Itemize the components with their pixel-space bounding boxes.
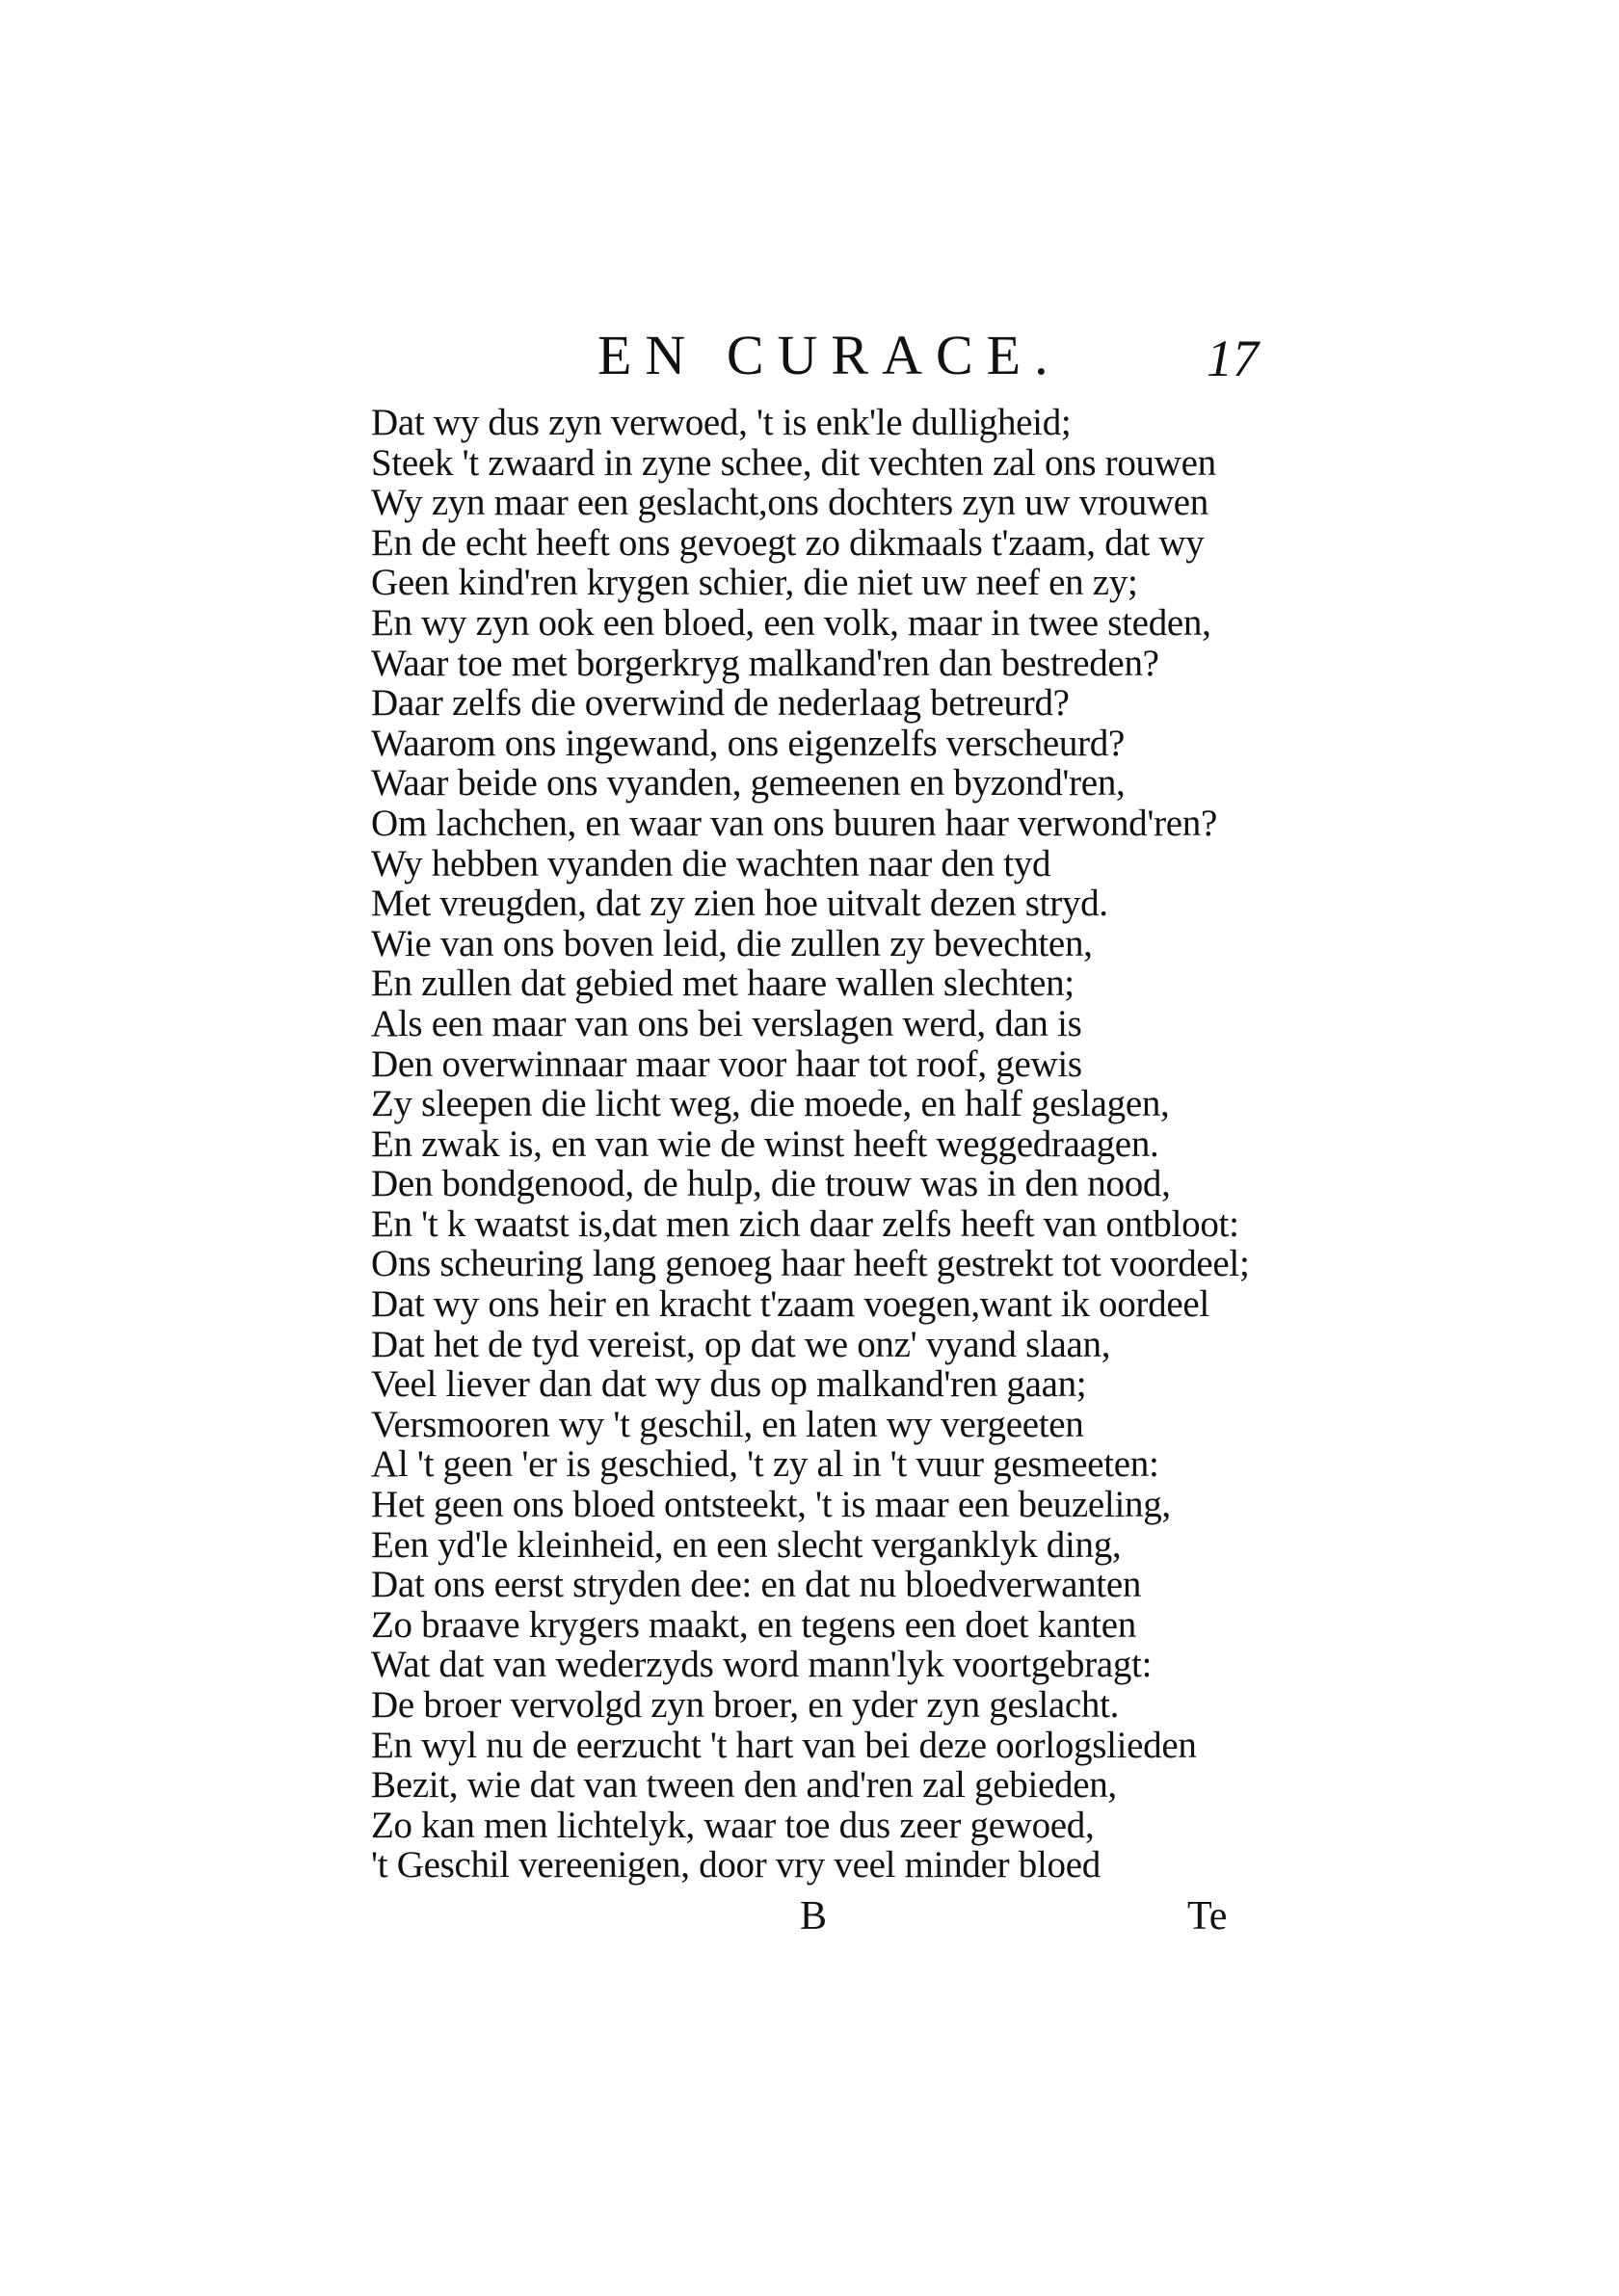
verse-line: Waar beide ons vyanden, gemeenen en byzond'ren, [371, 762, 1126, 805]
verse-line: Met vreugden, dat zy zien hoe uitvalt dezen stryd. [371, 883, 1108, 925]
verse-line: De broer vervolgd zyn broer, en yder zyn geslacht. [371, 1684, 1120, 1726]
verse-line: Wat dat van wederzyds word mann'lyk voortgebragt: [371, 1644, 1153, 1686]
verse-line: Dat wy ons heir en kracht t'zaam voegen,want ik oordeel [371, 1283, 1209, 1326]
signature-mark: B [800, 1894, 828, 1939]
verse-line: En zullen dat gebied met haare wallen slechten; [371, 963, 1075, 1005]
verse-line: Zo braave krygers maakt, en tegens een doet kanten [371, 1603, 1136, 1646]
verse-line: 't Geschil vereenigen, door vry veel minder bloed [371, 1844, 1101, 1887]
verse-line: Dat ons eerst stryden dee: en dat nu bloedverwanten [371, 1564, 1142, 1606]
verse-line: Al 't geen 'er is geschied, 't zy al in 't vuur gesmeeten: [371, 1443, 1159, 1486]
verse-line: Ons scheuring lang genoeg haar heeft gestrekt tot voordeel; [371, 1243, 1250, 1285]
verse-line: Dat wy dus zyn verwoed, 't is enk'le dulligheid; [371, 402, 1072, 443]
verse-line: Zy sleepen die licht weg, die moede, en half geslagen, [371, 1083, 1170, 1125]
verse-line: Bezit, wie dat van tween den and'ren zal gebieden, [371, 1764, 1117, 1807]
verse-line: Als een maar van ons bei verslagen werd, dan is [371, 1002, 1082, 1044]
verse-line: Wie van ons boven leid, die zullen zy bevechten, [371, 922, 1093, 964]
verse-line: En zwak is, en van wie de winst heeft weggedraagen. [371, 1122, 1159, 1165]
verse-line: Den bondgenood, de hulp, die trouw was in den nood, [371, 1163, 1171, 1205]
verse-line: Het geen ons bloed ontsteekt, 't is maar een beuzeling, [371, 1484, 1171, 1526]
verse-line: Dat het de tyd vereist, op dat we onz' vyand slaan, [371, 1323, 1111, 1365]
catchword: Te [1187, 1894, 1228, 1939]
verse-line: Wy zyn maar een geslacht,ons dochters zyn uw vrouwen [371, 482, 1209, 524]
verse-line: Steek 't zwaard in zyne schee, dit vechten zal ons rouwen [371, 441, 1216, 484]
verse-line: Waar toe met borgerkryg malkand'ren dan bestreden? [371, 642, 1159, 684]
verse-line: En wyl nu de eerzucht 't hart van bei deze oorlogslieden [371, 1724, 1197, 1766]
verse-line: Zo kan men lichtelyk, waar toe dus zeer gewoed, [371, 1804, 1095, 1846]
running-title: EN CURACE. [597, 324, 1062, 386]
verse-text [371, 403, 1267, 1886]
verse-line: Veel liever dan dat wy dus op malkand'ren gaan; [371, 1363, 1087, 1406]
verse-line: Een yd'le kleinheid, en een slecht verganklyk ding, [371, 1523, 1122, 1566]
verse-line: Daar zelfs die overwind de nederlaag betreurd? [371, 682, 1070, 725]
page-number: 17 [1207, 330, 1259, 387]
verse-line: Den overwinnaar maar voor haar tot roof, gewis [371, 1042, 1082, 1085]
verse-line: Wy hebben vyanden die wachten naar den tyd [371, 842, 1051, 884]
verse-line: Versmooren wy 't geschil, en laten wy vergeeten [371, 1403, 1084, 1445]
verse-line: Waarom ons ingewand, ons eigenzelfs verscheurd? [371, 722, 1125, 764]
verse-line: En 't k waatst is,dat men zich daar zelfs heeft van ontbloot: [371, 1202, 1239, 1245]
verse-line: Geen kind'ren krygen schier, die niet uw neef en zy; [371, 562, 1138, 604]
verse-line: En wy zyn ook een bloed, een volk, maar in twee steden, [371, 601, 1211, 644]
verse-line: Om lachchen, en waar van ons buuren haar verwond'ren? [371, 802, 1217, 844]
verse-line: En de echt heeft ons gevoegt zo dikmaals t'zaam, dat wy [371, 521, 1205, 564]
